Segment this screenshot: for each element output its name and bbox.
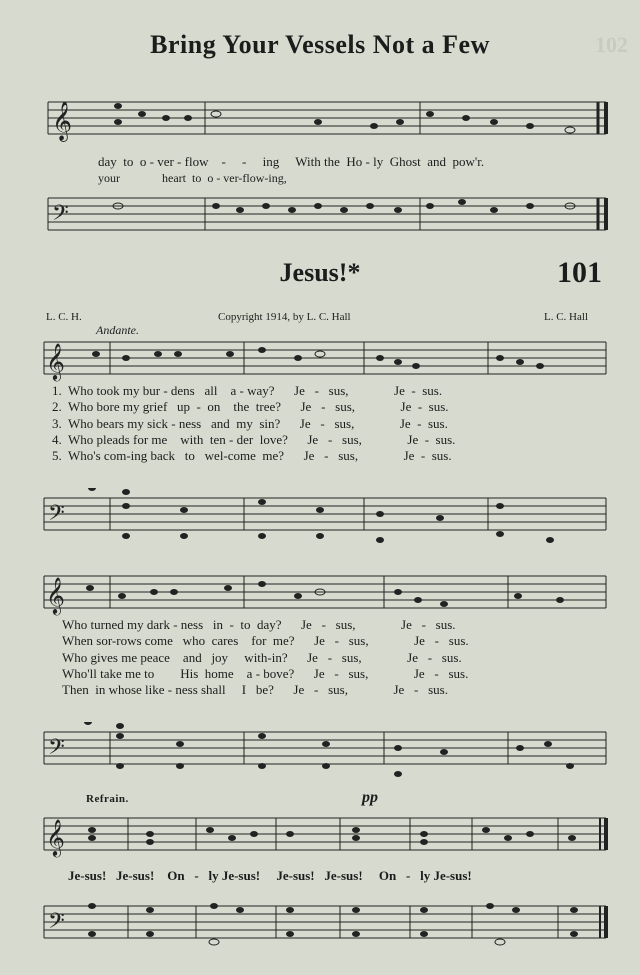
verse-line-2: 2. Who bore my grief up - on the tree? Je - sus, Je - sus. xyxy=(52,399,449,415)
system2-verses xyxy=(62,617,469,698)
svg-text:𝄞: 𝄞 xyxy=(46,343,65,379)
svg-text:𝄞: 𝄞 xyxy=(52,103,73,140)
verse-line-1: 1. Who took my bur - dens all a - way? Je - sus, Je - sus. xyxy=(52,383,443,398)
tempo-marking: Andante. xyxy=(96,323,139,337)
verse2-line-3: Who gives me peace and joy with-in? Je - sus, Je - sus. xyxy=(62,649,462,665)
system1-bass-staff xyxy=(0,488,640,550)
top-hymn-lyric-line-2: your heart to o - ver-flow-ing, xyxy=(98,171,287,185)
dynamic-marking: pp xyxy=(362,789,378,806)
svg-text:𝄢: 𝄢 xyxy=(52,201,69,230)
verse2-line-1: Who turned my dark - ness in - to day? Je - sus, Je - sus. xyxy=(62,617,456,632)
composer: L. C. Hall xyxy=(544,311,588,323)
top-hymn-title: Bring Your Vessels Not a Few xyxy=(150,30,490,59)
verse2-line-5: Then in whose like - ness shall I be? Je - sus, Je - sus. xyxy=(62,682,448,698)
refrain-label: Refrain. xyxy=(86,793,129,805)
top-treble-staff xyxy=(0,92,640,152)
system1-treble-staff xyxy=(0,332,640,384)
svg-text:𝄞: 𝄞 xyxy=(46,577,65,613)
top-bass-staff xyxy=(0,188,640,248)
top-hymn-lyric-line-1: day to o - ver - flow - - ing With the Ho - ly Ghost and pow'r. xyxy=(98,154,485,169)
refrain-treble-staff xyxy=(0,808,640,860)
svg-text:𝄞: 𝄞 xyxy=(46,819,65,855)
verse2-line-4: Who'll take me to His home a - bove? Je - sus, Je - sus. xyxy=(62,665,469,681)
system1-verses xyxy=(52,383,455,464)
svg-text:𝄢: 𝄢 xyxy=(48,735,65,764)
refrain-bass-staff xyxy=(0,896,640,952)
svg-text:𝄢: 𝄢 xyxy=(48,909,65,938)
verse2-line-2: When sor-rows come who cares for me? Je - sus, Je - sus. xyxy=(62,633,469,649)
copyright-notice: Copyright 1914, by L. C. Hall xyxy=(218,311,351,323)
verse-line-3: 3. Who bears my sick - ness and my sin? Je - sus, Je - sus. xyxy=(52,415,448,431)
verse-line-5: 5. Who's com-ing back to wel-come me? Je - sus, Je - sus. xyxy=(52,448,452,464)
hymn-number: 101 xyxy=(557,256,602,289)
system2-treble-staff xyxy=(0,566,640,618)
system2-bass-staff xyxy=(0,722,640,784)
hymn-title: Jesus!* xyxy=(279,258,361,287)
svg-text:𝄢: 𝄢 xyxy=(48,501,65,530)
refrain-lyrics: Je-sus! Je-sus! On - ly Je-sus! Je-sus! Je-sus! On - ly Je-sus! xyxy=(68,868,472,883)
lyricist-initials: L. C. H. xyxy=(46,311,82,323)
verse-line-4: 4. Who pleads for me with ten - der love? Je - sus, Je - sus. xyxy=(52,431,456,447)
bleed-through-page-number: 102 xyxy=(595,32,628,57)
